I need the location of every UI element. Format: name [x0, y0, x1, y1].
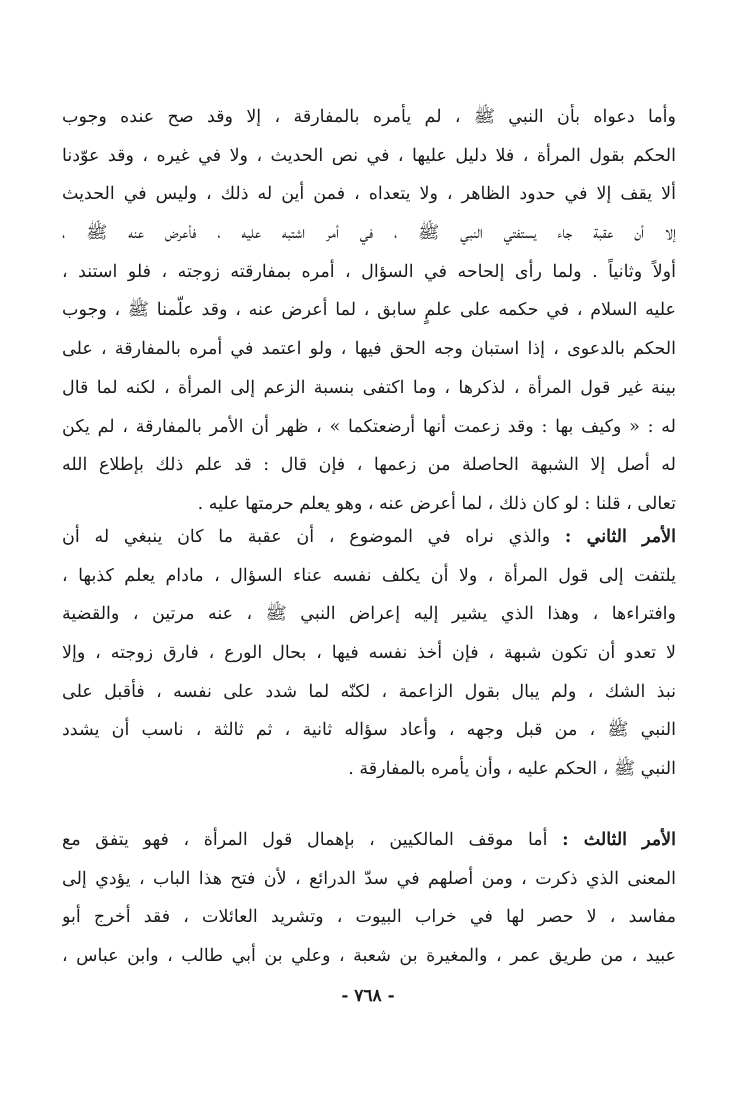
text-span: أما موقف المالكيين ، بإهمال قول المرأة ، فهو يتفق مع [62, 830, 563, 850]
text-line: لا تعدو أن تكون شبهة ، فإن أخذ نفسه فيها ، بحال الورع ، فارق زوجته ، وإلا [62, 643, 676, 664]
text-line: إلا أن عقبة جاء يستفتي النبي ﷺ ، في أمر اشتبه عليه ، فأعرض عنه ﷺ ، [62, 223, 676, 244]
text-line: يلتفت إلى قول المرأة ، ولا أن يكلف نفسه عناء السؤال ، مادام يعلم كذبها ، [62, 565, 676, 586]
text-line: النبي ﷺ ، من قبل وجهه ، وأعاد سؤاله ثانية ، ثم ثالثة ، ناسب أن يشدد [62, 720, 676, 741]
text-line: تعالى ، قلنا : لو كان ذلك ، لما أعرض عنه ، وهو يعلم حرمتها عليه . [197, 493, 676, 514]
text-line: وافتراءها ، وهذا الذي يشير إليه إعراض النبي ﷺ ، عنه مرتين ، والقضية [62, 604, 676, 625]
text-line: وأما دعواه بأن النبي ﷺ ، لم يأمره بالمفارقة ، إلا وقد صح عنده وجوب [62, 107, 676, 127]
paragraph-3 [62, 821, 676, 976]
text-line: عليه السلام ، في حكمه على علمٍ سابق ، لما أعرض عنه ، وقد علّمنا ﷺ ، وجوب [62, 300, 676, 321]
text-span: والذي نراه في الموضوع ، أن عقبة ما كان ينبغي له أن [62, 527, 565, 547]
text-line: أولاً وثانياً . ولما رأى إلحاحه في السؤال ، أمره بمفارقته زوجته ، فلو استند ، [62, 261, 676, 282]
text-line: النبي ﷺ ، الحكم عليه ، وأن يأمره بالمفارقة . [348, 759, 676, 780]
text-line: له : « وكيف بها : وقد زعمت أنها أرضعتكما » ، ظهر أن الأمر بالمفارقة ، لم يكن [62, 416, 676, 437]
text-line: نبذ الشك ، ولم يبال بقول الزاعمة ، لكنّه لما شدد على نفسه ، فأقبل على [62, 681, 676, 702]
paragraph-2 [62, 518, 676, 789]
text-line [62, 518, 676, 557]
text-line [62, 821, 676, 860]
paragraph-heading: الأمر الثاني : [564, 527, 676, 547]
text-line: عبيد ، من طريق عمر ، والمغيرة بن شعبة ، وعلي بن أبي طالب ، وابن عباس ، [62, 946, 676, 967]
text-line: الحكم بقول المرأة ، فلا دليل عليها ، في نص الحديث ، ولا في غيره ، وقد عوّدنا [62, 145, 676, 166]
text-line: الحكم بالدعوى ، إذا استبان وجه الحق فيها ، ولو اعتمد في أمره بالمفارقة ، على [62, 339, 676, 360]
text-line: بينة غير قول المرأة ، لذكرها ، وما اكتفى بنسبة الزعم إلى المرأة ، لكنه لما قال [62, 377, 676, 398]
text-line: المعنى الذي ذكرت ، ومن أصلهم في سدّ الدرائع ، لأن فتح هذا الباب ، يؤدي إلى [62, 868, 676, 889]
text-line: ألا يقف إلا في حدود الظاهر ، ولا يتعداه ، فمن أين له ذلك ، وليس في الحديث [62, 184, 676, 205]
paragraph-1 [62, 98, 676, 524]
paragraph-heading: الأمر الثالث : [562, 830, 676, 850]
text-line: مفاسد ، لا حصر لها في خراب البيوت ، وتشريد العائلات ، فقد أخرج أبو [62, 907, 676, 928]
text-line: له أصل إلا الشبهة الحاصلة من زعمها ، فإن قال : قد علم ذلك بإطلاع الله [62, 455, 676, 476]
page-number: - ٧٦٨ - [341, 986, 395, 1006]
